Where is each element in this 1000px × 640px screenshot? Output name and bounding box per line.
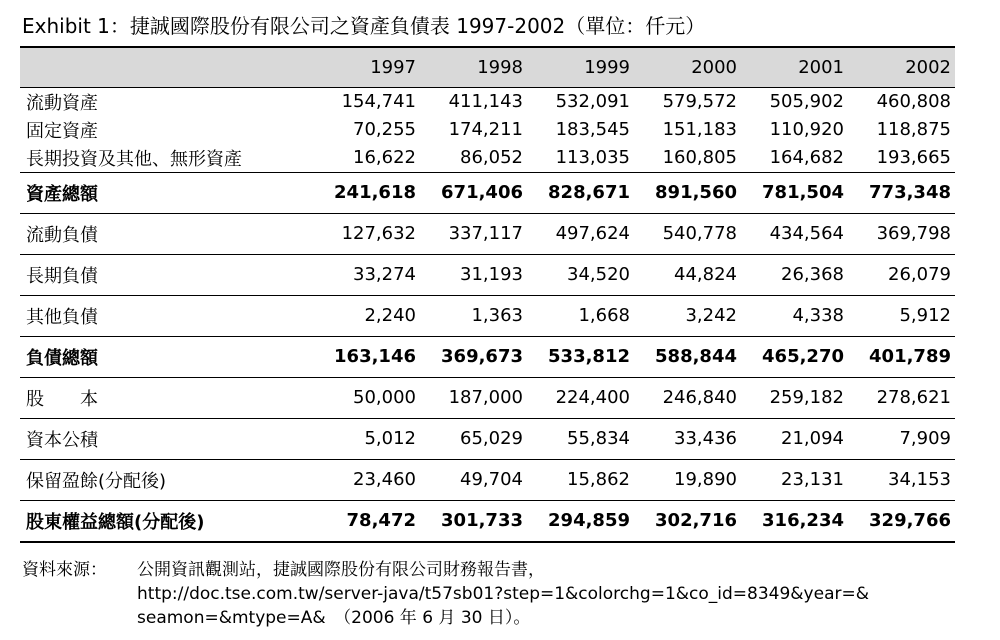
value-cell-2001: 26,368 (741, 254, 848, 295)
value-cell-2001: 23,131 (741, 459, 848, 500)
value-cell-1998: 174,211 (448, 119, 523, 140)
value-cell-1999: 224,400 (527, 377, 634, 418)
source-line-1: 公開資訊觀測站，捷誠國際股份有限公司財務報告書， (137, 560, 545, 580)
value-cell-1998: 49,704 (420, 459, 527, 500)
row-label: 保留盈餘(分配後) (20, 459, 313, 500)
value-cell-1997: 154,741 (341, 91, 416, 112)
year-header-2001: 2001 (741, 47, 848, 87)
table-row (20, 116, 955, 144)
value-cell-1999: 15,862 (527, 459, 634, 500)
value-cell-2002: 5,912 (848, 295, 955, 336)
value-cell-2001: 465,270 (741, 336, 848, 377)
value-cell-1997: 33,274 (313, 254, 420, 295)
value-cell-2001: 505,902 (769, 91, 844, 112)
value-cell-2001: 21,094 (741, 418, 848, 459)
row-label: 長期負債 (20, 254, 313, 295)
table-row (20, 172, 955, 213)
value-cell-2002: 773,348 (848, 172, 955, 213)
row-label: 其他負債 (20, 295, 313, 336)
table-row (20, 295, 955, 336)
row-label: 流動資產 (26, 92, 98, 114)
value-cell-2001: 259,182 (741, 377, 848, 418)
table-row (20, 500, 955, 542)
table-row (20, 87, 955, 116)
value-cell-1998: 369,673 (420, 336, 527, 377)
value-cell-1997: 16,622 (353, 147, 416, 168)
table-row (20, 418, 955, 459)
value-cell-1997: 5,012 (313, 418, 420, 459)
table-row (20, 459, 955, 500)
value-cell-1998: 65,029 (420, 418, 527, 459)
row-label: 資產總額 (20, 172, 313, 213)
value-cell-2000: 44,824 (634, 254, 741, 295)
value-cell-2000: 302,716 (634, 500, 741, 542)
value-cell-1998: 187,000 (420, 377, 527, 418)
value-cell-1999: 497,624 (527, 213, 634, 254)
table-row (20, 213, 955, 254)
value-cell-2000: 151,183 (662, 119, 737, 140)
value-cell-1998: 31,193 (420, 254, 527, 295)
source-line-3: seamon=&mtype=A& （2006 年 6 月 30 日）。 (137, 608, 531, 628)
value-cell-2000: 246,840 (634, 377, 741, 418)
value-cell-1998: 86,052 (460, 147, 523, 168)
table-row (20, 377, 955, 418)
value-cell-1999: 533,812 (527, 336, 634, 377)
value-cell-2002: 401,789 (848, 336, 955, 377)
exhibit-title: Exhibit 1：捷誠國際股份有限公司之資產負債表 1997-2002（單位：仟元） (22, 14, 706, 38)
table-row (20, 254, 955, 295)
balance-sheet-table (20, 46, 955, 543)
value-cell-2000: 19,890 (634, 459, 741, 500)
value-cell-1997: 127,632 (313, 213, 420, 254)
value-cell-2002: 26,079 (848, 254, 955, 295)
row-label: 長期投資及其他、無形資產 (26, 148, 242, 170)
value-cell-2001: 4,338 (741, 295, 848, 336)
value-cell-1998: 411,143 (448, 91, 523, 112)
source-line-2: http://doc.tse.com.tw/server-java/t57sb01?step=1&colorchg=1&co_id=8349&year=& (137, 584, 869, 604)
row-label: 固定資產 (26, 120, 98, 142)
table-row (20, 336, 955, 377)
value-cell-2002: 7,909 (848, 418, 955, 459)
value-cell-2002: 118,875 (876, 119, 951, 140)
value-cell-1997: 241,618 (313, 172, 420, 213)
value-cell-1999: 1,668 (527, 295, 634, 336)
value-cell-2001: 781,504 (741, 172, 848, 213)
year-header-1999: 1999 (527, 47, 634, 87)
year-header-1998: 1998 (420, 47, 527, 87)
value-cell-2002: 460,808 (876, 91, 951, 112)
row-label: 股 本 (20, 377, 313, 418)
year-header-1997: 1997 (313, 47, 420, 87)
value-cell-2002: 278,621 (848, 377, 955, 418)
source-note (22, 558, 869, 630)
value-cell-1999: 828,671 (527, 172, 634, 213)
value-cell-1999: 183,545 (555, 119, 630, 140)
value-cell-2002: 34,153 (848, 459, 955, 500)
header-row (20, 47, 955, 87)
value-cell-1997: 70,255 (353, 119, 416, 140)
value-cell-1998: 301,733 (420, 500, 527, 542)
value-cell-2002: 329,766 (848, 500, 955, 542)
value-cell-1997: 2,240 (313, 295, 420, 336)
value-cell-1999: 55,834 (527, 418, 634, 459)
value-cell-1997: 23,460 (313, 459, 420, 500)
source-label: 資料來源： (22, 560, 107, 580)
value-cell-2000: 891,560 (634, 172, 741, 213)
row-label: 流動負債 (20, 213, 313, 254)
value-cell-2000: 160,805 (662, 147, 737, 168)
value-cell-2001: 164,682 (769, 147, 844, 168)
value-cell-2000: 3,242 (634, 295, 741, 336)
value-cell-1999: 532,091 (555, 91, 630, 112)
value-cell-2000: 588,844 (634, 336, 741, 377)
value-cell-2001: 316,234 (741, 500, 848, 542)
year-header-2000: 2000 (634, 47, 741, 87)
year-header-2002: 2002 (848, 47, 955, 87)
value-cell-1999: 294,859 (527, 500, 634, 542)
table-row (20, 144, 955, 173)
row-label: 負債總額 (20, 336, 313, 377)
value-cell-2001: 434,564 (741, 213, 848, 254)
value-cell-1997: 78,472 (313, 500, 420, 542)
value-cell-1998: 671,406 (420, 172, 527, 213)
value-cell-1997: 163,146 (313, 336, 420, 377)
value-cell-2000: 540,778 (634, 213, 741, 254)
value-cell-2002: 369,798 (848, 213, 955, 254)
value-cell-2000: 33,436 (634, 418, 741, 459)
row-label: 股東權益總額(分配後) (20, 500, 313, 542)
value-cell-1998: 1,363 (420, 295, 527, 336)
row-label: 資本公積 (20, 418, 313, 459)
value-cell-2001: 110,920 (769, 119, 844, 140)
value-cell-2002: 193,665 (876, 147, 951, 168)
value-cell-1998: 337,117 (420, 213, 527, 254)
header-label-cell (20, 47, 313, 87)
value-cell-2000: 579,572 (662, 91, 737, 112)
value-cell-1999: 34,520 (527, 254, 634, 295)
value-cell-1999: 113,035 (555, 147, 630, 168)
value-cell-1997: 50,000 (313, 377, 420, 418)
